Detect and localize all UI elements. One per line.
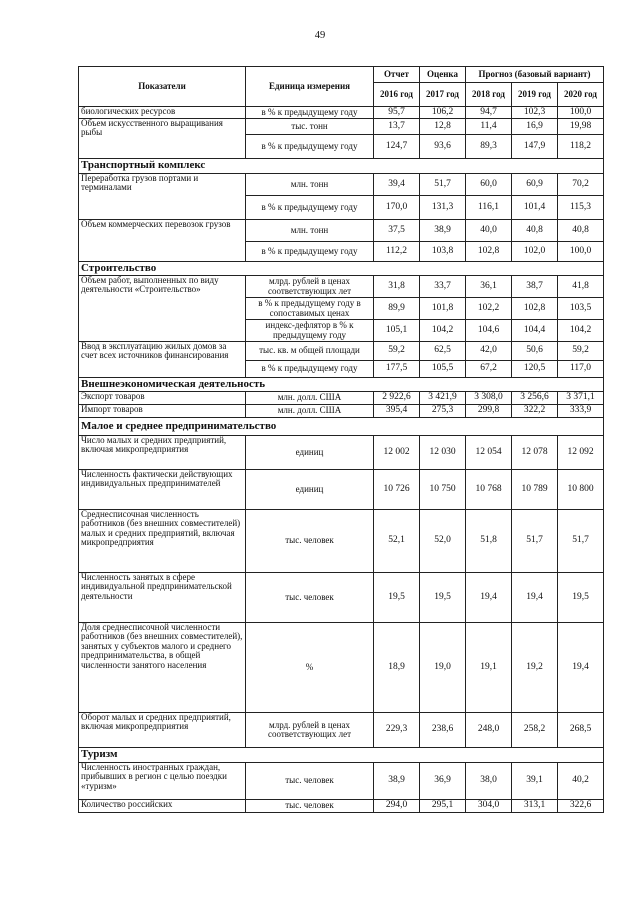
value-cell: 38,9 bbox=[374, 763, 420, 800]
value-cell: 103,5 bbox=[558, 298, 604, 320]
value-cell: 60,9 bbox=[512, 174, 558, 196]
table-row bbox=[79, 713, 604, 748]
indicator-name: Переработка грузов портами и терминалами bbox=[79, 174, 246, 220]
value-cell: 3 371,1 bbox=[558, 392, 604, 405]
unit-cell: в % к предыдущему году bbox=[246, 361, 374, 378]
value-cell: 120,5 bbox=[512, 361, 558, 378]
header-year: 2020 год bbox=[558, 83, 604, 107]
value-cell: 10 726 bbox=[374, 470, 420, 510]
value-cell: 3 256,6 bbox=[512, 392, 558, 405]
value-cell: 12,8 bbox=[420, 119, 466, 135]
value-cell: 38,0 bbox=[466, 763, 512, 800]
value-cell: 18,9 bbox=[374, 623, 420, 713]
value-cell: 59,2 bbox=[374, 342, 420, 361]
value-cell: 70,2 bbox=[558, 174, 604, 196]
value-cell: 395,4 bbox=[374, 405, 420, 418]
value-cell: 313,1 bbox=[512, 800, 558, 813]
value-cell: 105,1 bbox=[374, 320, 420, 342]
value-cell: 322,6 bbox=[558, 800, 604, 813]
indicator-name: Ввод в эксплуатацию жилых домов за счет всех источников финансирования bbox=[79, 342, 246, 378]
value-cell: 117,0 bbox=[558, 361, 604, 378]
value-cell: 102,8 bbox=[512, 298, 558, 320]
table-body bbox=[79, 107, 604, 813]
value-cell: 12 002 bbox=[374, 436, 420, 470]
value-cell: 112,2 bbox=[374, 242, 420, 262]
section-row bbox=[79, 262, 604, 276]
value-cell: 102,2 bbox=[466, 298, 512, 320]
value-cell: 40,8 bbox=[558, 220, 604, 242]
value-cell: 102,8 bbox=[466, 242, 512, 262]
unit-cell: единиц bbox=[246, 470, 374, 510]
value-cell: 37,5 bbox=[374, 220, 420, 242]
header-year: 2017 год bbox=[420, 83, 466, 107]
value-cell: 106,2 bbox=[420, 107, 466, 119]
unit-cell: тыс. человек bbox=[246, 800, 374, 813]
value-cell: 229,3 bbox=[374, 713, 420, 748]
value-cell: 102,3 bbox=[512, 107, 558, 119]
value-cell: 322,2 bbox=[512, 405, 558, 418]
value-cell: 299,8 bbox=[466, 405, 512, 418]
value-cell: 19,4 bbox=[558, 623, 604, 713]
value-cell: 42,0 bbox=[466, 342, 512, 361]
value-cell: 59,2 bbox=[558, 342, 604, 361]
indicator-name: Экспорт товаров bbox=[79, 392, 246, 405]
table-row bbox=[79, 392, 604, 405]
value-cell: 101,4 bbox=[512, 196, 558, 220]
section-title: Туризм bbox=[79, 748, 604, 763]
value-cell: 36,1 bbox=[466, 276, 512, 298]
unit-cell: млрд. рублей в ценах соответствующих лет bbox=[246, 713, 374, 748]
unit-cell: тыс. кв. м общей площади bbox=[246, 342, 374, 361]
value-cell: 104,2 bbox=[420, 320, 466, 342]
value-cell: 52,0 bbox=[420, 510, 466, 573]
table-header bbox=[79, 67, 604, 107]
header-indicators: Показатели bbox=[79, 67, 246, 107]
value-cell: 10 768 bbox=[466, 470, 512, 510]
value-cell: 38,7 bbox=[512, 276, 558, 298]
value-cell: 19,98 bbox=[558, 119, 604, 135]
indicator-name: Оборот малых и средних предприятий, включая микропредприятия bbox=[79, 713, 246, 748]
unit-cell: млн. долл. США bbox=[246, 392, 374, 405]
value-cell: 93,6 bbox=[420, 135, 466, 159]
value-cell: 258,2 bbox=[512, 713, 558, 748]
table-row bbox=[79, 119, 604, 135]
value-cell: 104,6 bbox=[466, 320, 512, 342]
table-row bbox=[79, 342, 604, 361]
value-cell: 12 078 bbox=[512, 436, 558, 470]
value-cell: 40,8 bbox=[512, 220, 558, 242]
table-row bbox=[79, 510, 604, 573]
indicator-name: Численность иностранных граждан, прибывших в регион с целью поездки «туризм» bbox=[79, 763, 246, 800]
value-cell: 51,7 bbox=[512, 510, 558, 573]
indicator-name: Импорт товаров bbox=[79, 405, 246, 418]
value-cell: 94,7 bbox=[466, 107, 512, 119]
value-cell: 51,8 bbox=[466, 510, 512, 573]
section-row bbox=[79, 748, 604, 763]
value-cell: 19,5 bbox=[374, 573, 420, 623]
value-cell: 40,0 bbox=[466, 220, 512, 242]
value-cell: 38,9 bbox=[420, 220, 466, 242]
value-cell: 170,0 bbox=[374, 196, 420, 220]
value-cell: 31,8 bbox=[374, 276, 420, 298]
indicator-name: Объем искусственного выращивания рыбы bbox=[79, 119, 246, 159]
unit-cell: в % к предыдущему году bbox=[246, 135, 374, 159]
value-cell: 248,0 bbox=[466, 713, 512, 748]
value-cell: 102,0 bbox=[512, 242, 558, 262]
value-cell: 100,0 bbox=[558, 107, 604, 119]
table-row bbox=[79, 276, 604, 298]
table-row bbox=[79, 623, 604, 713]
unit-cell: млн. тонн bbox=[246, 174, 374, 196]
value-cell: 104,2 bbox=[558, 320, 604, 342]
unit-cell: млн. долл. США bbox=[246, 405, 374, 418]
table-row bbox=[79, 763, 604, 800]
unit-cell: тыс. тонн bbox=[246, 119, 374, 135]
unit-cell: единиц bbox=[246, 436, 374, 470]
indicator-name: Численность фактически действующих индивидуальных предпринимателей bbox=[79, 470, 246, 510]
value-cell: 147,9 bbox=[512, 135, 558, 159]
value-cell: 89,9 bbox=[374, 298, 420, 320]
value-cell: 67,2 bbox=[466, 361, 512, 378]
section-title: Внешнеэкономическая деятельность bbox=[79, 378, 604, 392]
value-cell: 51,7 bbox=[558, 510, 604, 573]
unit-cell: тыс. человек bbox=[246, 573, 374, 623]
value-cell: 19,0 bbox=[420, 623, 466, 713]
section-title: Малое и среднее предпринимательство bbox=[79, 418, 604, 436]
header-estimate: Оценка bbox=[420, 67, 466, 83]
value-cell: 116,1 bbox=[466, 196, 512, 220]
table-row bbox=[79, 174, 604, 196]
value-cell: 275,3 bbox=[420, 405, 466, 418]
section-title: Строительство bbox=[79, 262, 604, 276]
value-cell: 268,5 bbox=[558, 713, 604, 748]
value-cell: 10 789 bbox=[512, 470, 558, 510]
value-cell: 13,7 bbox=[374, 119, 420, 135]
page-number: 49 bbox=[314, 30, 326, 41]
table-row bbox=[79, 107, 604, 119]
value-cell: 238,6 bbox=[420, 713, 466, 748]
value-cell: 60,0 bbox=[466, 174, 512, 196]
value-cell: 295,1 bbox=[420, 800, 466, 813]
value-cell: 10 800 bbox=[558, 470, 604, 510]
table-row bbox=[79, 405, 604, 418]
value-cell: 12 030 bbox=[420, 436, 466, 470]
value-cell: 41,8 bbox=[558, 276, 604, 298]
indicator-name: Число малых и средних предприятий, включая микропредприятия bbox=[79, 436, 246, 470]
value-cell: 12 054 bbox=[466, 436, 512, 470]
value-cell: 115,3 bbox=[558, 196, 604, 220]
table-row bbox=[79, 573, 604, 623]
header-report: Отчет bbox=[374, 67, 420, 83]
value-cell: 11,4 bbox=[466, 119, 512, 135]
value-cell: 10 750 bbox=[420, 470, 466, 510]
value-cell: 50,6 bbox=[512, 342, 558, 361]
unit-cell: в % к предыдущему году bbox=[246, 107, 374, 119]
indicator-name: Доля среднесписочной численности работников (без внешних совместителей), занятых у субъектов малого и среднего предпринимательства, в общей численности занятого населения bbox=[79, 623, 246, 713]
value-cell: 124,7 bbox=[374, 135, 420, 159]
value-cell: 33,7 bbox=[420, 276, 466, 298]
value-cell: 19,1 bbox=[466, 623, 512, 713]
unit-cell: в % к предыдущему году в сопоставимых ценах bbox=[246, 298, 374, 320]
forecast-table bbox=[78, 66, 604, 813]
value-cell: 294,0 bbox=[374, 800, 420, 813]
table-row bbox=[79, 436, 604, 470]
value-cell: 95,7 bbox=[374, 107, 420, 119]
unit-cell: в % к предыдущему году bbox=[246, 242, 374, 262]
value-cell: 51,7 bbox=[420, 174, 466, 196]
table-row bbox=[79, 800, 604, 813]
value-cell: 103,8 bbox=[420, 242, 466, 262]
table-row bbox=[79, 220, 604, 242]
unit-cell: индекс-дефлятор в % к предыдущему году bbox=[246, 320, 374, 342]
value-cell: 19,4 bbox=[466, 573, 512, 623]
value-cell: 131,3 bbox=[420, 196, 466, 220]
value-cell: 177,5 bbox=[374, 361, 420, 378]
indicator-name: Количество российских bbox=[79, 800, 246, 813]
value-cell: 118,2 bbox=[558, 135, 604, 159]
indicator-name: Объем работ, выполненных по виду деятельности «Строительство» bbox=[79, 276, 246, 342]
unit-cell: % bbox=[246, 623, 374, 713]
value-cell: 12 092 bbox=[558, 436, 604, 470]
indicator-name: Численность занятых в сфере индивидуальной предпринимательской деятельности bbox=[79, 573, 246, 623]
section-title: Транспортный комплекс bbox=[79, 159, 604, 174]
value-cell: 40,2 bbox=[558, 763, 604, 800]
unit-cell: млн. тонн bbox=[246, 220, 374, 242]
indicator-name: Объем коммерческих перевозок грузов bbox=[79, 220, 246, 262]
header-year: 2019 год bbox=[512, 83, 558, 107]
value-cell: 16,9 bbox=[512, 119, 558, 135]
value-cell: 36,9 bbox=[420, 763, 466, 800]
value-cell: 333,9 bbox=[558, 405, 604, 418]
value-cell: 2 922,6 bbox=[374, 392, 420, 405]
header-year: 2018 год bbox=[466, 83, 512, 107]
indicator-name: Среднесписочная численность работников (без внешних совместителей) малых и средних предприятий, включая микропредприятия bbox=[79, 510, 246, 573]
value-cell: 3 308,0 bbox=[466, 392, 512, 405]
value-cell: 19,5 bbox=[420, 573, 466, 623]
value-cell: 101,8 bbox=[420, 298, 466, 320]
unit-cell: млрд. рублей в ценах соответствующих лет bbox=[246, 276, 374, 298]
table-row bbox=[79, 470, 604, 510]
indicator-name: биологических ресурсов bbox=[79, 107, 246, 119]
value-cell: 19,2 bbox=[512, 623, 558, 713]
section-row bbox=[79, 159, 604, 174]
value-cell: 19,4 bbox=[512, 573, 558, 623]
value-cell: 62,5 bbox=[420, 342, 466, 361]
value-cell: 104,4 bbox=[512, 320, 558, 342]
header-year: 2016 год bbox=[374, 83, 420, 107]
unit-cell: тыс. человек bbox=[246, 763, 374, 800]
section-row bbox=[79, 378, 604, 392]
value-cell: 3 421,9 bbox=[420, 392, 466, 405]
unit-cell: в % к предыдущему году bbox=[246, 196, 374, 220]
unit-cell: тыс. человек bbox=[246, 510, 374, 573]
section-row bbox=[79, 418, 604, 436]
header-unit: Единица измерения bbox=[246, 67, 374, 107]
value-cell: 100,0 bbox=[558, 242, 604, 262]
value-cell: 105,5 bbox=[420, 361, 466, 378]
header-forecast: Прогноз (базовый вариант) bbox=[466, 67, 604, 83]
value-cell: 52,1 bbox=[374, 510, 420, 573]
value-cell: 304,0 bbox=[466, 800, 512, 813]
value-cell: 89,3 bbox=[466, 135, 512, 159]
value-cell: 39,1 bbox=[512, 763, 558, 800]
value-cell: 39,4 bbox=[374, 174, 420, 196]
value-cell: 19,5 bbox=[558, 573, 604, 623]
